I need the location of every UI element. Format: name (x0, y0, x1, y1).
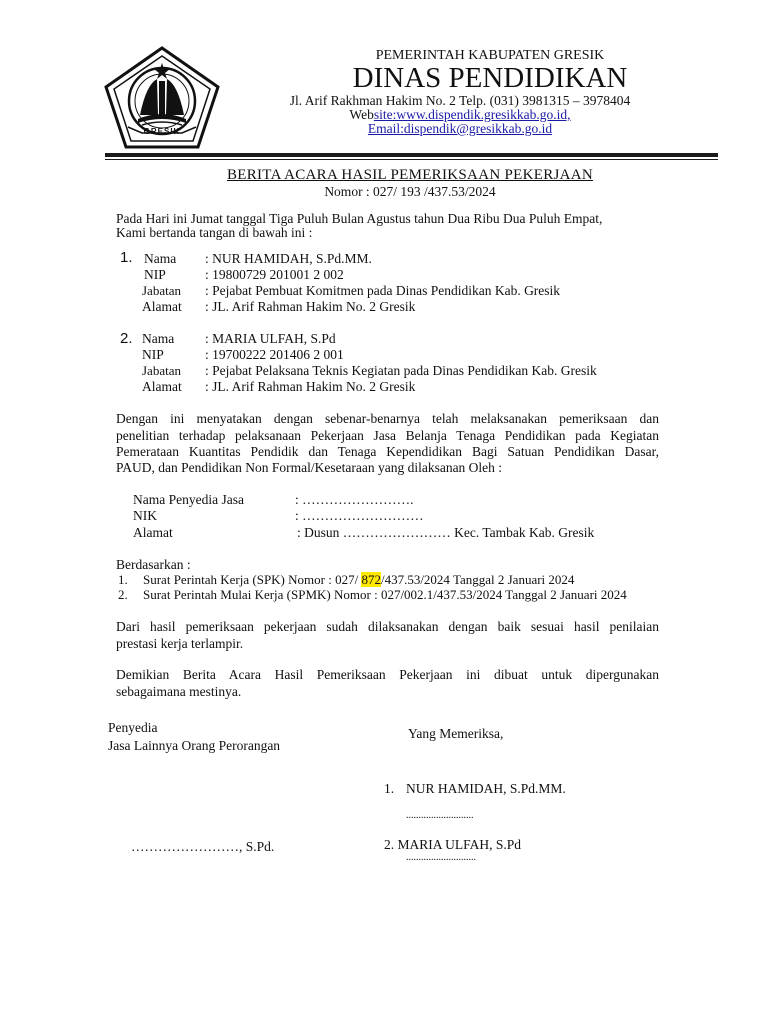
person-2-jabatan-value: : Pejabat Pelaksana Teknis Kegiatan pada Dinas Pendidikan Kab. Gresik (205, 363, 597, 378)
basis-item-1-pre: Surat Perintah Kerja (SPK) Nomor : 027/ (143, 572, 362, 587)
basis-item-1-highlight: 872 (361, 572, 381, 587)
basis-item-1-post: /437.53/2024 Tanggal 2 Januari 2024 (380, 572, 575, 587)
statement-line-4: PAUD, dan Pendidikan Non Formal/Kesetaraan yang dilaksanan Oleh : (116, 460, 503, 475)
person-1-nip-value: : 19800729 201001 2 002 (205, 267, 344, 282)
gresik-regency-logo (102, 45, 222, 150)
result-line-1: Dari hasil pemeriksaan pekerjaan sudah dilaksanakan dengan baik sesuai hasil penilaian (116, 619, 659, 634)
basis-heading: Berdasarkan : (116, 557, 191, 572)
government-name: PEMERINTAH KABUPATEN GRESIK (375, 48, 605, 63)
logo-label: GRESIK (143, 127, 181, 136)
intro-line-1: Pada Hari ini Jumat tanggal Tiga Puluh Bulan Agustus tahun Dua Ribu Dua Puluh Empat, (116, 211, 603, 226)
email-link[interactable]: Email:dispendik@gresikkab.go.id (367, 121, 553, 136)
website-prefix: Web (349, 107, 374, 122)
signature-right-1-dots: ........................... (406, 810, 474, 821)
header-rule-thick (105, 153, 718, 157)
basis-item-2-number: 2. (118, 587, 128, 602)
basis-item-1-number: 1. (118, 572, 128, 587)
person-2-name-value: : MARIA ULFAH, S.Pd (205, 331, 336, 346)
provider-name-value: : ……………………. (295, 492, 414, 507)
person-2-name-label: Nama (142, 331, 175, 346)
person-1-nip-label: NIP (144, 267, 166, 282)
document-number: Nomor : 027/ 193 /437.53/2024 (324, 184, 496, 199)
closing-line-2: sebagaimana mestinya. (116, 684, 242, 699)
person-1-alamat-value: : JL. Arif Rahman Hakim No. 2 Gresik (205, 299, 416, 314)
statement-line-1: Dengan ini menyatakan dengan sebenar-benarnya telah melaksanakan pemeriksaan dan (116, 411, 659, 426)
person-2-alamat-label: Alamat (142, 379, 182, 394)
person-2-nip-value: : 19700222 201406 2 001 (205, 347, 344, 362)
statement-line-3: Pemerataan Kuantitas Pendidik dan Tenaga Kependidikan Bagi Satuan Pendidikan Dasar, (116, 444, 659, 459)
document-title: BERITA ACARA HASIL PEMERIKSAAN PEKERJAAN (226, 167, 594, 183)
office-email (260, 121, 660, 137)
provider-name-label: Nama Penyedia Jasa (133, 492, 244, 507)
header-rule-thin (105, 159, 718, 160)
website-link[interactable]: site:www.dispendik.gresikkab.go.id, (373, 107, 571, 122)
person-1-jabatan-value: : Pejabat Pembuat Komitmen pada Dinas Pendidikan Kab. Gresik (205, 283, 561, 298)
statement-line-2: penelitian terhadap pelaksanaan Pekerjaan Jasa Belanja Tenaga Pendidikan pada Kegiatan (116, 428, 659, 443)
person-1-alamat-label: Alamat (142, 299, 182, 314)
basis-item-2: Surat Perintah Mulai Kerja (SPMK) Nomor : 027/002.1/437.53/2024 Tanggal 2 Januari 2024 (143, 587, 627, 602)
person-1-jabatan-label: Jabatan (142, 283, 181, 298)
signature-right-title: Yang Memeriksa, (408, 726, 504, 741)
basis-item-1 (143, 572, 574, 588)
signature-left-name: ……………………, S.Pd. (131, 839, 275, 854)
signature-right-1-number: 1. (384, 781, 395, 796)
person-1-name-value: : NUR HAMIDAH, S.Pd.MM. (205, 251, 372, 266)
person-2-nip-label: NIP (142, 347, 164, 362)
closing-line-1: Demikian Berita Acara Hasil Pemeriksaan Pekerjaan ini dibuat untuk dipergunakan (116, 667, 659, 682)
person-2-number: 2. (120, 330, 133, 347)
signature-right-2-name: 2. MARIA ULFAH, S.Pd (384, 837, 522, 852)
signature-left-title-1: Penyedia (108, 720, 158, 735)
provider-nik-label: NIK (133, 508, 157, 523)
result-line-2: prestasi kerja terlampir. (116, 636, 244, 651)
person-1-name-label: Nama (144, 251, 177, 266)
person-2-alamat-value: : JL. Arif Rahman Hakim No. 2 Gresik (205, 379, 416, 394)
office-address: Jl. Arif Rakhman Hakim No. 2 Telp. (031) 3981315 – 3978404 (289, 93, 631, 108)
office-name: DINAS PENDIDIKAN (352, 62, 628, 94)
person-2-jabatan-label: Jabatan (142, 363, 181, 378)
person-1-number: 1. (120, 249, 133, 266)
provider-alamat-value: : Dusun …………………… Kec. Tambak Kab. Gresik (297, 525, 595, 540)
provider-alamat-label: Alamat (133, 525, 173, 540)
provider-nik-value: : ……………………… (295, 508, 424, 523)
signature-right-2-dots: ............................ (406, 852, 476, 863)
intro-line-2: Kami bertanda tangan di bawah ini : (116, 225, 313, 240)
signature-left-title-2: Jasa Lainnya Orang Perorangan (108, 738, 281, 753)
signature-right-1-name: NUR HAMIDAH, S.Pd.MM. (406, 781, 566, 796)
